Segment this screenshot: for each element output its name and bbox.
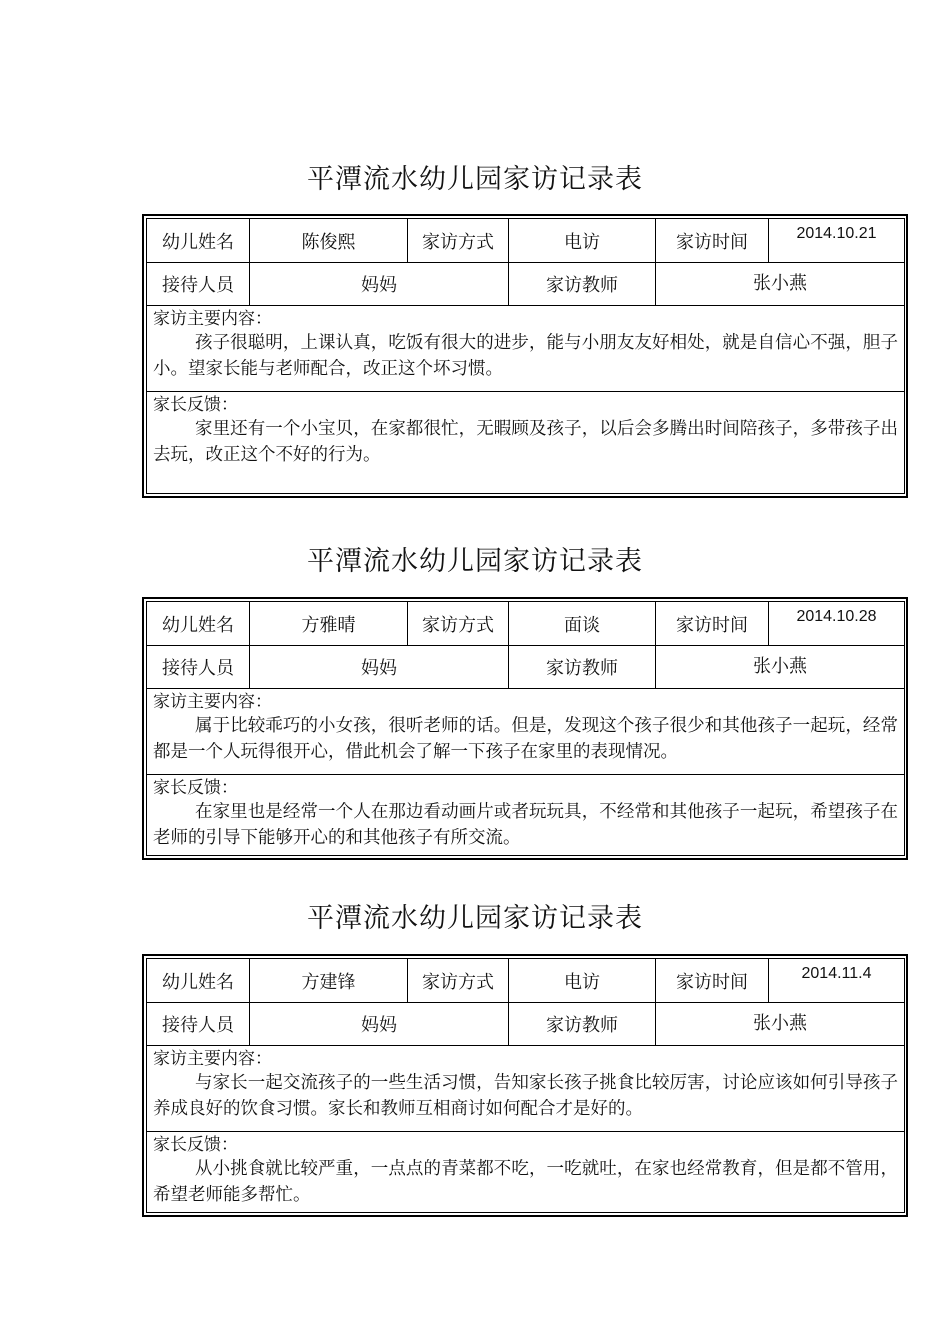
visit-content-label: 家访主要内容： xyxy=(153,1049,272,1069)
parent-feedback-cell xyxy=(147,1132,905,1213)
visit-method-label: 家访方式 xyxy=(408,602,509,646)
teacher-label: 家访教师 xyxy=(509,646,656,689)
child-name-label: 幼儿姓名 xyxy=(147,219,250,263)
visit-content-text: 孩子很聪明，上课认真，吃饭有很大的进步，能与小朋友友好相处，就是自信心不强，胆子小。望家长能与老师配合，改正这个坏习惯。 xyxy=(153,333,898,379)
visit-method-value: 电访 xyxy=(509,219,656,263)
receiver-label: 接待人员 xyxy=(147,263,250,306)
receiver-label: 接待人员 xyxy=(147,646,250,689)
visit-method-label: 家访方式 xyxy=(408,959,509,1003)
visit-record-table xyxy=(142,954,908,1217)
visit-time-value: 2014.11.4 xyxy=(769,959,905,1003)
visit-content-cell xyxy=(147,1046,905,1132)
child-name-label: 幼儿姓名 xyxy=(147,602,250,646)
child-name-value: 陈俊熙 xyxy=(250,219,408,263)
child-name-value: 方建锋 xyxy=(250,959,408,1003)
child-name-label: 幼儿姓名 xyxy=(147,959,250,1003)
visit-record-table xyxy=(142,214,908,498)
receiver-value: 妈妈 xyxy=(250,646,509,689)
visit-content-text: 与家长一起交流孩子的一些生活习惯，告知家长孩子挑食比较厉害，讨论应该如何引导孩子养成良好的饮食习惯。家长和教师互相商讨如何配合才是好的。 xyxy=(153,1073,898,1119)
visit-time-value: 2014.10.28 xyxy=(769,602,905,646)
visit-content-cell xyxy=(147,689,905,775)
form-title: 平潭流水幼儿园家访记录表 xyxy=(307,546,643,577)
teacher-label: 家访教师 xyxy=(509,1003,656,1046)
teacher-value: 张小燕 xyxy=(656,263,905,306)
parent-feedback-cell xyxy=(147,775,905,856)
form-title: 平潭流水幼儿园家访记录表 xyxy=(307,903,643,934)
parent-feedback-text: 在家里也是经常一个人在那边看动画片或者玩玩具，不经常和其他孩子一起玩，希望孩子在老师的引导下能够开心的和其他孩子有所交流。 xyxy=(153,802,898,848)
parent-feedback-cell xyxy=(147,392,905,494)
parent-feedback-label: 家长反馈： xyxy=(153,1135,238,1155)
visit-content-label: 家访主要内容： xyxy=(153,692,272,712)
visit-content-label: 家访主要内容： xyxy=(153,309,272,329)
visit-method-value: 面谈 xyxy=(509,602,656,646)
visit-method-label: 家访方式 xyxy=(408,219,509,263)
form-title: 平潭流水幼儿园家访记录表 xyxy=(307,164,643,195)
visit-record-table xyxy=(142,597,908,860)
teacher-label: 家访教师 xyxy=(509,263,656,306)
receiver-value: 妈妈 xyxy=(250,1003,509,1046)
parent-feedback-text: 家里还有一个小宝贝，在家都很忙，无暇顾及孩子，以后会多腾出时间陪孩子，多带孩子出去玩，改正这个不好的行为。 xyxy=(153,419,898,465)
visit-method-value: 电访 xyxy=(509,959,656,1003)
visit-content-cell xyxy=(147,306,905,392)
teacher-value: 张小燕 xyxy=(656,646,905,689)
visit-time-label: 家访时间 xyxy=(656,602,769,646)
receiver-value: 妈妈 xyxy=(250,263,509,306)
parent-feedback-label: 家长反馈： xyxy=(153,395,238,415)
parent-feedback-label: 家长反馈： xyxy=(153,778,238,798)
visit-content-text: 属于比较乖巧的小女孩，很听老师的话。但是，发现这个孩子很少和其他孩子一起玩，经常都是一个人玩得很开心，借此机会了解一下孩子在家里的表现情况。 xyxy=(153,716,898,762)
child-name-value: 方雅晴 xyxy=(250,602,408,646)
teacher-value: 张小燕 xyxy=(656,1003,905,1046)
receiver-label: 接待人员 xyxy=(147,1003,250,1046)
parent-feedback-text: 从小挑食就比较严重，一点点的青菜都不吃，一吃就吐，在家也经常教育，但是都不管用，希望老师能多帮忙。 xyxy=(153,1159,898,1205)
visit-time-value: 2014.10.21 xyxy=(769,219,905,263)
visit-time-label: 家访时间 xyxy=(656,959,769,1003)
visit-time-label: 家访时间 xyxy=(656,219,769,263)
